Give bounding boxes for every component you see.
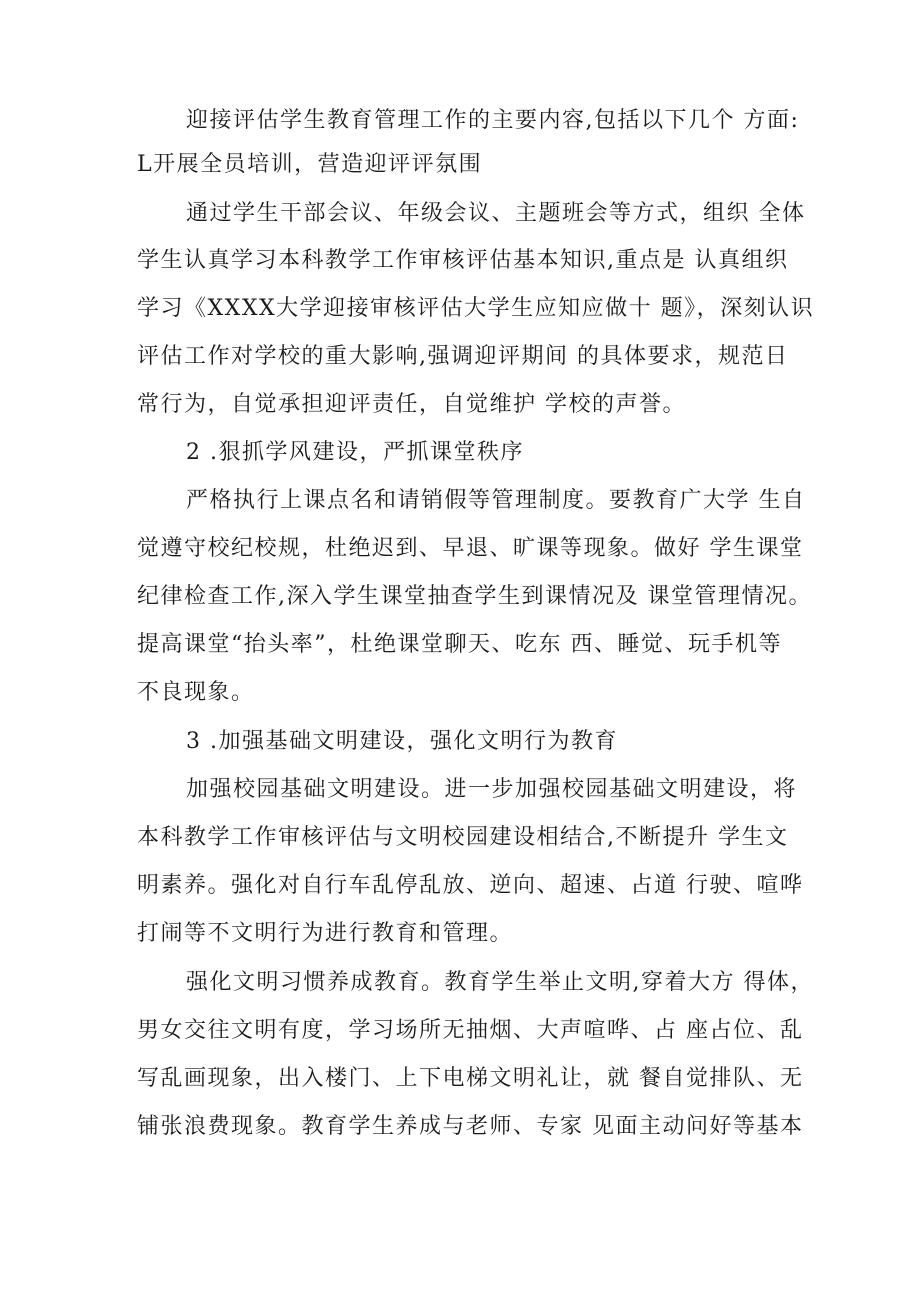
paragraph-line: 写乱画现象，出入楼门、上下电梯文明礼让，就 餐自觉排队、无	[137, 1066, 804, 1091]
paragraph-line: 常行为，自觉承担迎评责任，自觉维护 学校的声誉。	[137, 392, 686, 417]
paragraph-line: 打闹等不文明行为进行教育和管理。	[137, 921, 514, 946]
paragraph-line: 通过学生干部会议、年级会议、主题班会等方式，组织 全体	[186, 201, 806, 226]
paragraph-line: 男女交往文明有度，学习场所无抽烟、大声喧哗、占 座占位、乱	[137, 1018, 804, 1043]
paragraph-line: 提高课堂“抬头率”，杜绝课堂聊天、吃东 西、睡觉、玩手机等	[137, 632, 782, 657]
paragraph-line: 学习《XXXX大学迎接审核评估大学生应知应做十 题》，深刻认识	[137, 296, 815, 321]
paragraph-line: 强化文明习惯养成教育。教育学生举止文明,穿着大方 得体，	[186, 970, 814, 995]
paragraph-line: 铺张浪费现象。教育学生养成与老师、专家 见面主动问好等基本	[137, 1114, 804, 1139]
paragraph-line: 加强校园基础文明建设。进一步加强校园基础文明建设，将	[186, 777, 798, 802]
section-heading-1: L开展全员培训，营造迎评评氛围	[137, 152, 483, 177]
paragraph-line: 严格执行上课点名和请销假等管理制度。要教育广大学 生自	[186, 488, 806, 513]
intro-line: 迎接评估学生教育管理工作的主要内容,包括以下几个 方面:	[186, 108, 800, 133]
paragraph-line: 评估工作对学校的重大影响,强调迎评期间 的具体要求，规范日	[137, 344, 789, 369]
section-heading-2: 2 .狠抓学风建设，严抓课堂秩序	[186, 440, 524, 465]
section-heading-3: 3 .加强基础文明建设，强化文明行为教育	[186, 729, 618, 754]
paragraph-line: 学生认真学习本科教学工作审核评估基本知识,重点是 认真组织	[137, 248, 789, 273]
paragraph-line: 不良现象。	[137, 680, 255, 705]
paragraph-line: 觉遵守校纪校规，杜绝迟到、早退、旷课等现象。做好 学生课堂	[137, 536, 804, 561]
paragraph-line: 本科教学工作审核评估与文明校园建设相结合,不断提升 学生文	[137, 825, 789, 850]
paragraph-line: 纪律检查工作,深入学生课堂抽查学生到课情况及 课堂管理情况。	[137, 584, 812, 609]
paragraph-line: 明素养。强化对自行车乱停乱放、逆向、超速、占道 行驶、喧哗	[137, 873, 804, 898]
